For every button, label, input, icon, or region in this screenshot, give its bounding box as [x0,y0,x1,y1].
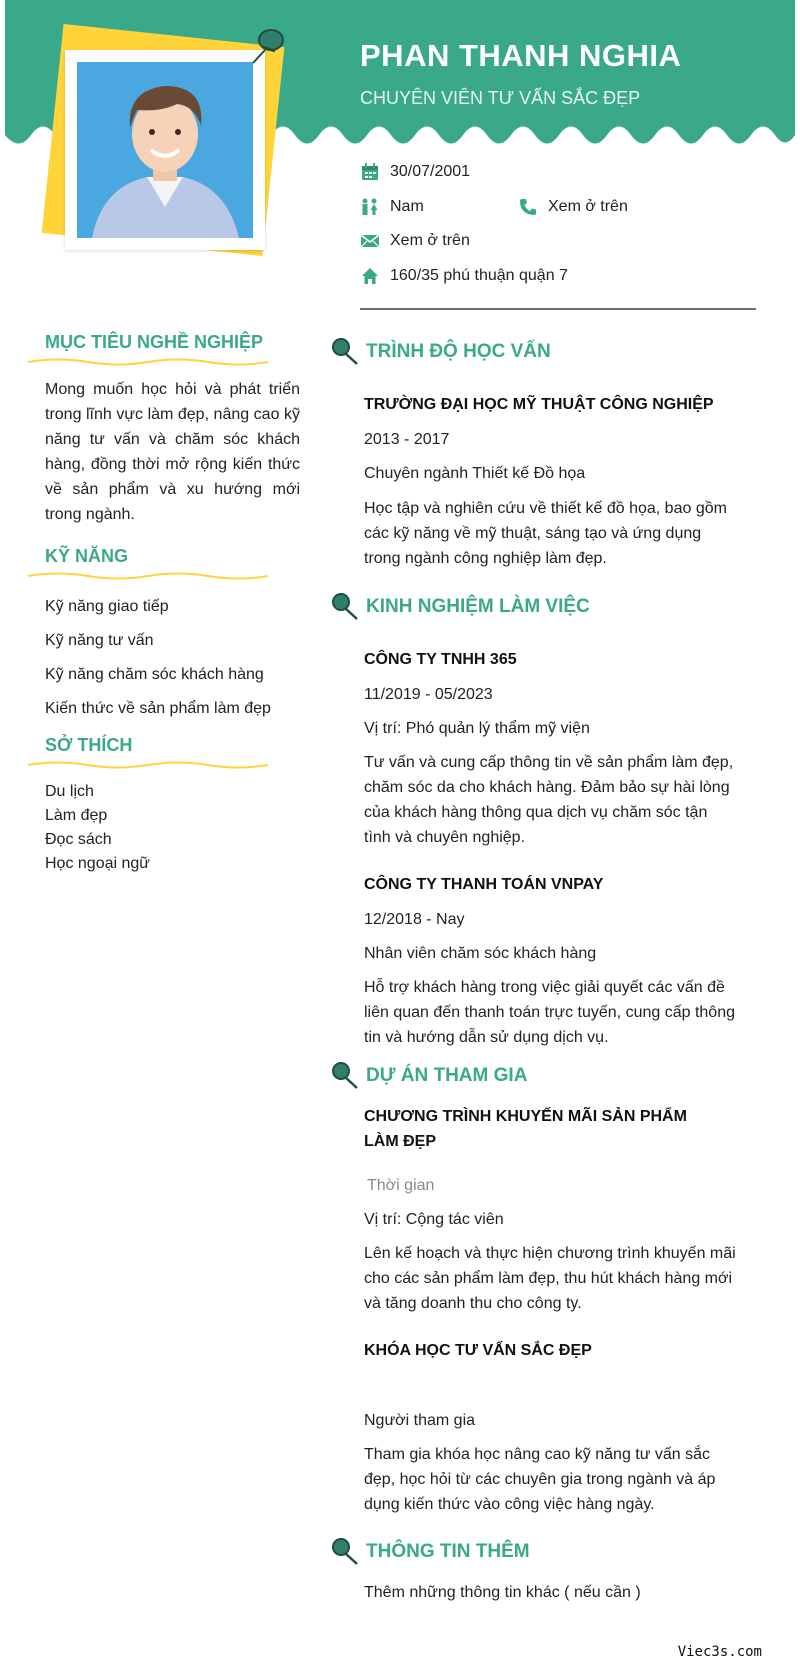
photo-area [42,30,302,275]
pushpin-icon [330,1061,360,1091]
hobby-item: Du lịch [45,783,94,800]
birthday-text: 30/07/2001 [390,163,471,180]
contact-address [360,266,568,286]
pushpin-icon [330,337,360,367]
photo-frame [65,50,265,250]
job-desc: Tư vấn và cung cấp thông tin về sản phẩm làm đẹp, chăm sóc da cho khách hàng. Đảm bảo sự hài lòng của khách hàng thông qua dịch vụ chăm sóc tận tình và chuyên nghiệp. [364,754,734,846]
education-major: Chuyên ngành Thiết kế Đồ họa [364,465,586,482]
skill-item: Kiến thức về sản phẩm làm đẹp [45,700,271,717]
company-name: CÔNG TY THANH TOÁN VNPAY [364,876,604,893]
project-role: Vị trí: Cộng tác viên [364,1211,504,1228]
skills-title: KỸ NĂNG [45,546,129,566]
project-name: KHÓA HỌC TƯ VẤN SẮC ĐẸP [364,1342,592,1359]
skills-section [45,546,300,581]
email-text[interactable]: Xem ở trên [390,232,470,249]
candidate-name: PHAN THANH NGHIA [360,38,682,73]
project-role: Người tham gia [364,1412,476,1429]
contact-birthday [360,162,470,182]
objective-section [45,332,300,367]
gender-icon [360,197,380,217]
hobbies-section [45,735,300,770]
contact-email [360,231,470,251]
education-desc: Học tập và nghiên cứu về thiết kế đồ họa, bao gồm các kỹ năng về mỹ thuật, sáng tạo và ứng dụng trong ngành công nghiệp làm đẹp. [364,500,727,567]
education-title: TRÌNH ĐỘ HỌC VẤN [366,341,551,362]
project-time: Thời gian [367,1177,435,1194]
hobbies-title: SỞ THÍCH [45,735,133,755]
project-name: CHƯƠNG TRÌNH KHUYẾN MÃI SẢN PHẨM LÀM ĐẸP [364,1108,687,1150]
job-desc: Hỗ trợ khách hàng trong việc giải quyết các vấn đề liên quan đến thanh toán trực tuyến, cung cấp thông tin và hướng dẫn sử dụng dịch vụ. [364,979,735,1046]
phone-text[interactable]: Xem ở trên [548,198,628,215]
job-period: 11/2019 - 05/2023 [364,686,493,703]
objective-text: Mong muốn học hỏi và phát triển trong lĩnh vực làm đẹp, nâng cao kỹ năng tư vấn và chăm sóc khách hàng, đồng thời mở rộng kiến thức về sản phẩm và xu hướng mới trong ngành. [45,381,300,523]
hobby-item: Làm đẹp [45,807,108,824]
pushpin-icon [330,592,360,622]
extra-section [330,1537,530,1567]
projects-section [330,1061,527,1091]
footer-brand[interactable]: Viec3s.com [677,1644,762,1660]
wave-underline [28,571,268,581]
contact-gender [360,197,424,217]
job-position: Nhân viên chăm sóc khách hàng [364,945,597,962]
projects-title: DỰ ÁN THAM GIA [366,1065,528,1086]
envelope-icon [360,231,380,251]
skill-item: Kỹ năng tư vấn [45,632,154,649]
gender-text: Nam [390,198,424,215]
project-desc: Tham gia khóa học nâng cao kỹ năng tư vấn sắc đẹp, học hỏi từ các chuyên gia trong ngành và áp dụng kiến thức vào công việc hàng ngày. [364,1446,716,1513]
job-position: Vị trí: Phó quản lý thẩm mỹ viện [364,720,590,737]
address-text: 160/35 phú thuận quận 7 [390,267,568,284]
divider [360,308,756,310]
hobby-item: Đọc sách [45,831,112,848]
education-period: 2013 - 2017 [364,431,450,448]
home-icon [360,266,380,286]
wave-underline [28,760,268,770]
job-period: 12/2018 - Nay [364,911,465,928]
experience-section [330,592,590,622]
phone-icon [518,197,538,217]
avatar[interactable] [77,62,253,238]
calendar-icon [360,162,380,182]
education-section [330,337,551,367]
skill-item: Kỹ năng chăm sóc khách hàng [45,666,264,683]
skill-item: Kỹ năng giao tiếp [45,598,169,615]
objective-title: MỤC TIÊU NGHỀ NGHIỆP [45,332,264,352]
pushpin-icon [247,25,287,72]
extra-text: Thêm những thông tin khác ( nếu cần ) [364,1584,641,1601]
job-title: CHUYÊN VIÊN TƯ VẤN SẮC ĐẸP [360,88,641,108]
extra-title: THÔNG TIN THÊM [366,1541,530,1562]
company-name: CÔNG TY TNHH 365 [364,651,517,668]
contact-phone [518,197,628,217]
school-name: TRƯỜNG ĐẠI HỌC MỸ THUẬT CÔNG NGHIỆP [364,396,714,413]
hobby-item: Học ngoại ngữ [45,855,150,872]
wave-underline [28,357,268,367]
pushpin-icon [330,1537,360,1567]
experience-title: KINH NGHIỆM LÀM VIỆC [366,596,590,617]
project-desc: Lên kế hoạch và thực hiện chương trình khuyến mãi cho các sản phẩm làm đẹp, thu hút khách hàng mới và tăng doanh thu cho công ty. [364,1245,736,1312]
